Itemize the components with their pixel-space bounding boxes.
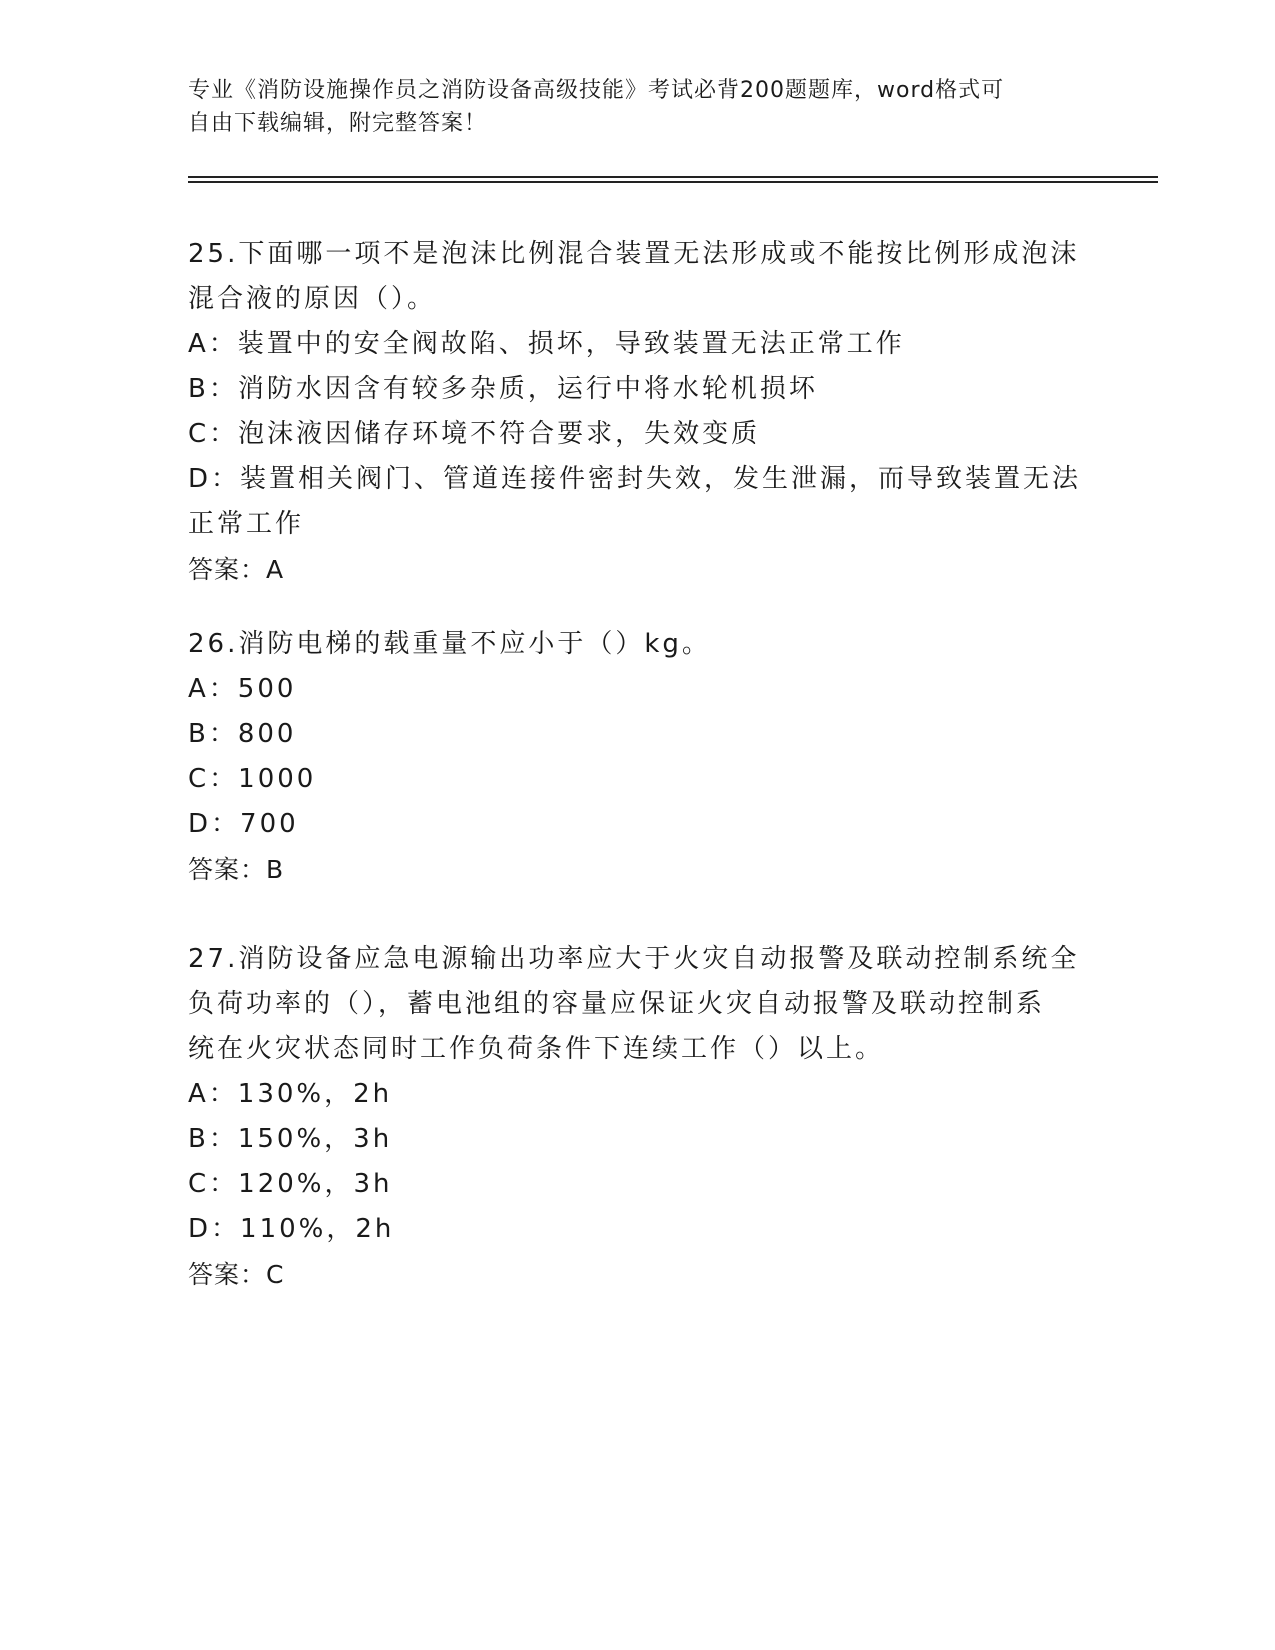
option-list: [188, 322, 1088, 547]
document-header: [188, 74, 1088, 140]
option-a: A：500: [188, 674, 297, 704]
option-c: C：泡沫液因储存环境不符合要求，失效变质: [188, 419, 761, 449]
option-list: [188, 667, 1088, 847]
answer-key: 答案：B: [188, 855, 285, 884]
option-a: A：130%，2h: [188, 1079, 393, 1109]
question-stem: [188, 232, 1088, 322]
stem-line: 27.消防设备应急电源输出功率应大于火灾自动报警及联动控制系统全: [188, 944, 1080, 974]
question-stem: [188, 937, 1088, 1072]
header-line-2: 自由下载编辑，附完整答案！: [188, 111, 488, 136]
stem-line: 26.消防电梯的载重量不应小于（）kg。: [188, 629, 711, 659]
option-b: B：消防水因含有较多杂质，运行中将水轮机损坏: [188, 374, 818, 404]
option-d: D：110%，2h: [188, 1214, 395, 1244]
option-b: B：150%，3h: [188, 1124, 393, 1154]
option-b: B：800: [188, 719, 297, 749]
stem-line: 负荷功率的（），蓄电池组的容量应保证火灾自动报警及联动控制系: [188, 989, 1046, 1019]
question-27: [188, 937, 1088, 1297]
option-a: A：装置中的安全阀故陷、损坏，导致装置无法正常工作: [188, 329, 905, 359]
stem-line: 25.下面哪一项不是泡沫比例混合装置无法形成或不能按比例形成泡沫: [188, 239, 1080, 269]
answer-key: 答案：A: [188, 555, 285, 584]
option-d: D：装置相关阀门、管道连接件密封失效，发生泄漏，而导致装置无法 正常工作: [188, 464, 1082, 539]
option-c: C：1000: [188, 764, 317, 794]
question-25: [188, 232, 1088, 592]
option-list: [188, 1072, 1088, 1252]
answer-key: 答案：C: [188, 1260, 285, 1289]
stem-line: 混合液的原因（）。: [188, 284, 437, 314]
question-26: [188, 622, 1088, 892]
option-c: C：120%，3h: [188, 1169, 393, 1199]
stem-line: 统在火灾状态同时工作负荷条件下连续工作（）以上。: [188, 1034, 885, 1064]
header-divider-bottom: [188, 181, 1158, 183]
header-line-1: 专业《消防设施操作员之消防设备高级技能》考试必背200题题库，word格式可: [188, 78, 1005, 103]
header-divider-top: [188, 176, 1158, 178]
question-stem: [188, 622, 1088, 667]
option-d: D：700: [188, 809, 299, 839]
